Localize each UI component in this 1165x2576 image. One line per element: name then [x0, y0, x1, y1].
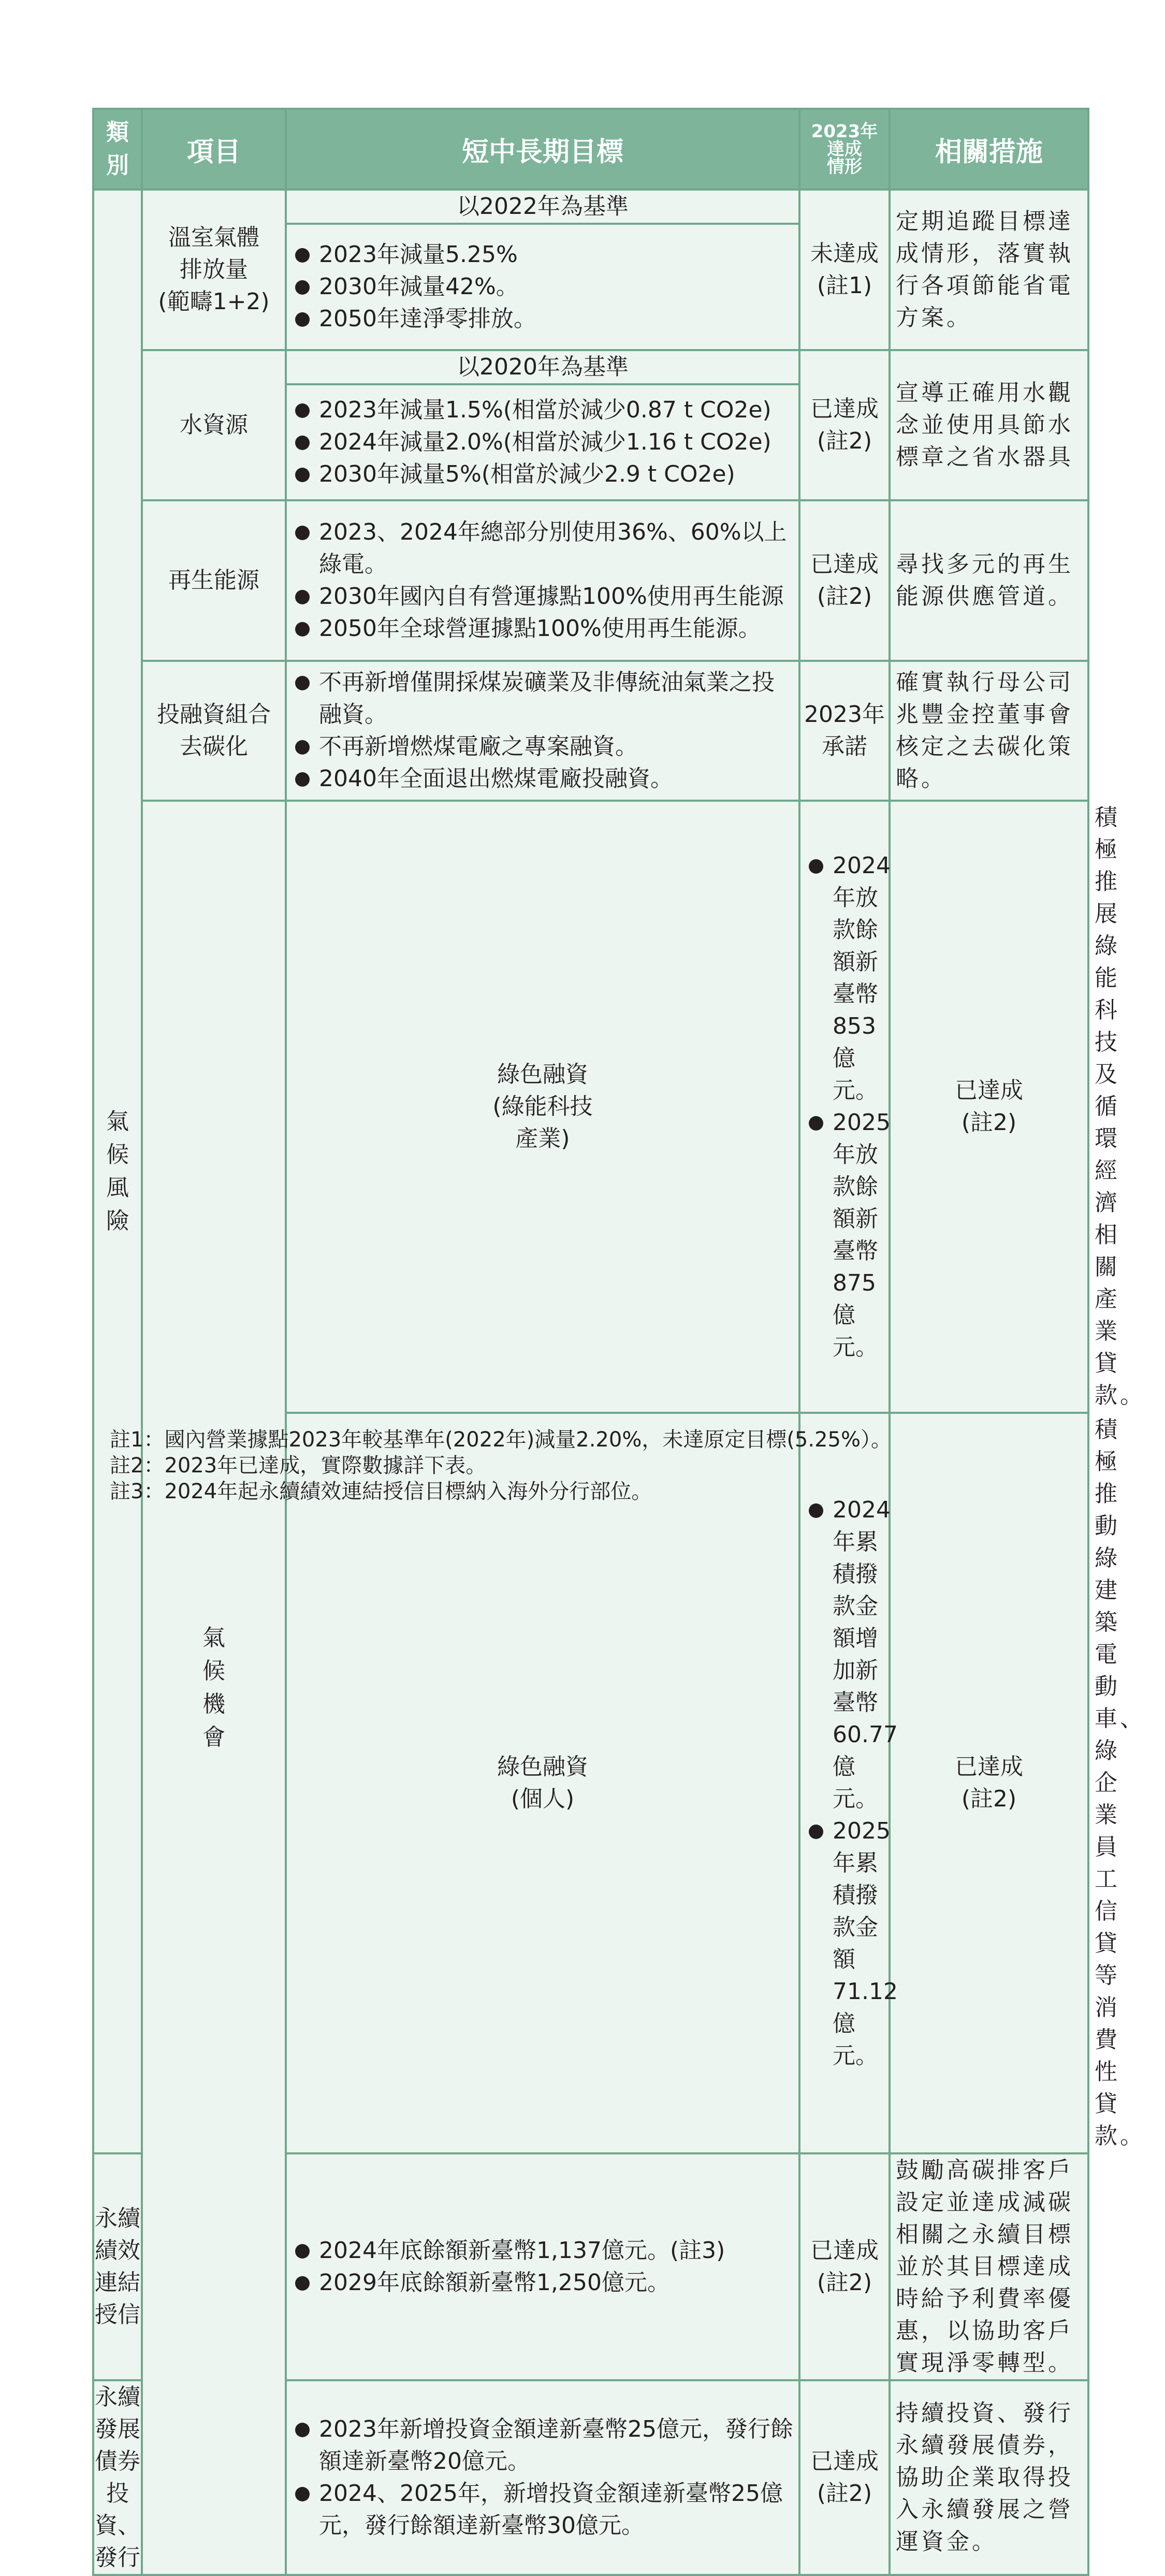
table-header-row [93, 109, 1088, 190]
measure-cell: 定期追蹤目標達成情形，落實執行各項節能省電方案。 [890, 190, 1088, 350]
goal-item: 2040年全面退出燃煤電廠投融資。 [292, 763, 795, 795]
goal-item: 2025年放款餘額新臺幣875億元。 [806, 1107, 885, 1364]
goal-cell [799, 801, 890, 1413]
goal-item: 2024年減量2.0%(相當於減少1.16 t CO2e) [292, 426, 795, 458]
goal-item: 2023年減量5.25% [292, 239, 795, 271]
status-cell: 已達成 (註2) [799, 350, 890, 500]
goal-item: 2024年累積撥款金額增加新臺幣60.77億元。 [806, 1494, 885, 1815]
header-measure: 相關措施 [890, 109, 1088, 190]
status-cell: 已達成 (註2) [890, 1413, 1088, 2153]
goal-item: 2029年底餘額新臺幣1,250億元。 [292, 2267, 795, 2299]
table-row [93, 661, 1088, 801]
item-cell: 溫室氣體 排放量 (範疇1+2) [142, 190, 286, 350]
goal-cell [286, 500, 799, 661]
goal-item: 2024年放款餘額新臺幣853億元。 [806, 850, 885, 1107]
goal-cell [286, 2153, 799, 2380]
measure-cell: 鼓勵高碳排客戶設定並達成減碳相關之永續目標並於其目標達成時給予利費率優惠，以協助客戶實現淨零轉型。 [890, 2153, 1088, 2380]
goal-cell [286, 2380, 799, 2575]
footnote-3: 註3：2024年起永續績效連結授信目標納入海外分行部位。 [110, 1480, 652, 1503]
goal-item: 2023年減量1.5%(相當於減少0.87 t CO2e) [292, 394, 795, 426]
header-item: 項目 [142, 109, 286, 190]
measure-cell: 確實執行母公司兆豐金控董事會核定之去碳化策略。 [890, 661, 1088, 801]
header-status: 2023年 達成 情形 [799, 109, 890, 190]
status-cell: 2023年 承諾 [799, 661, 890, 801]
measure-cell: 尋找多元的再生能源供應管道。 [890, 500, 1088, 661]
status-cell: 已達成 (註2) [799, 2380, 890, 2575]
item-cell: 綠色融資 (個人) [286, 1413, 799, 2153]
goal-item: 不再新增燃煤電廠之專案融資。 [292, 731, 795, 763]
category-climate-risk: 氣候風險 [93, 190, 142, 2153]
footnote-1: 註1：國內營業據點2023年較基準年(2022年)減量2.20%，未達原定目標(5.25%）。 [110, 1428, 892, 1452]
goal-item: 2023年新增投資金額達新臺幣25億元，發行餘額達新臺幣20億元。 [292, 2413, 795, 2478]
goal-cell [286, 661, 799, 801]
table-row [93, 190, 1088, 224]
goal-cell [799, 1413, 898, 2153]
goal-item: 不再新增僅開採煤炭礦業及非傳統油氣業之投融資。 [292, 667, 795, 731]
table-row [93, 500, 1088, 661]
goal-cell [286, 224, 799, 350]
measure-cell: 宣導正確用水觀念並使用具節水標章之省水器具 [890, 350, 1088, 500]
goal-item: 2030年國內自有營運據點100%使用再生能源 [292, 581, 795, 613]
status-cell: 已達成 (註2) [799, 500, 890, 661]
footnote-2: 註2：2023年已達成，實際數據詳下表。 [110, 1454, 487, 1478]
footnotes [110, 1427, 892, 1504]
goal-cell [286, 384, 799, 500]
status-cell: 已達成 (註2) [799, 2153, 890, 2380]
item-cell: 水資源 [142, 350, 286, 500]
goal-item: 2030年減量5%(相當於減少2.9 t CO2e) [292, 458, 795, 490]
goal-item: 2024年底餘額新臺幣1,137億元。(註3) [292, 2235, 795, 2267]
item-cell: 永續發展 債券投資、 發行 [93, 2380, 142, 2575]
baseline-cell: 以2022年為基準 [286, 190, 799, 224]
item-cell: 投融資組合 去碳化 [142, 661, 286, 801]
climate-targets-table [92, 108, 1145, 2576]
item-cell: 永續績效 連結授信 [93, 2153, 142, 2380]
goal-item: 2023、2024年總部分別使用36%、60%以上綠電。 [292, 516, 795, 581]
goal-item: 2050年全球營運據點100%使用再生能源。 [292, 613, 795, 645]
goal-item: 2025年累積撥款金額71.12億元。 [806, 1815, 885, 2072]
table-row: 氣候機會 綠色融資 (綠能科技 產業) 2024年放款餘額新臺幣853億元。 2025年放款餘額新臺幣875億元。 已達成 (註2) 積極推展綠能科技及循環經濟相關產業貸款。 [93, 801, 1088, 1413]
item-cell: 綠色融資 (綠能科技 產業) [286, 801, 799, 1413]
goal-item: 2050年達淨零排放。 [292, 303, 795, 335]
measure-cell: 持續投資、發行永續發展債券，協助企業取得投入永續發展之營運資金。 [890, 2380, 1088, 2575]
goal-item: 2024、2025年，新增投資金額達新臺幣25億元，發行餘額達新臺幣30億元。 [292, 2478, 795, 2542]
status-cell: 已達成 (註2) [890, 801, 1088, 1413]
status-cell: 未達成 (註1) [799, 190, 890, 350]
table-row: 綠色融資 (個人) 2024年累積撥款金額增加新臺幣60.77億元。 2025年累積撥款金額71.12億元。 已達成 (註2) 積極推動綠建築電動車、綠企業員工信貸等消費性貸款。 [93, 1413, 1088, 2153]
goal-item: 2030年減量42%。 [292, 271, 795, 303]
baseline-cell: 以2020年為基準 [286, 350, 799, 384]
header-goal: 短中長期目標 [286, 109, 799, 190]
category-climate-opportunity: 氣候機會 [142, 801, 286, 2575]
header-category: 類別 [93, 109, 142, 190]
item-cell: 再生能源 [142, 500, 286, 661]
table-row [93, 350, 1088, 384]
